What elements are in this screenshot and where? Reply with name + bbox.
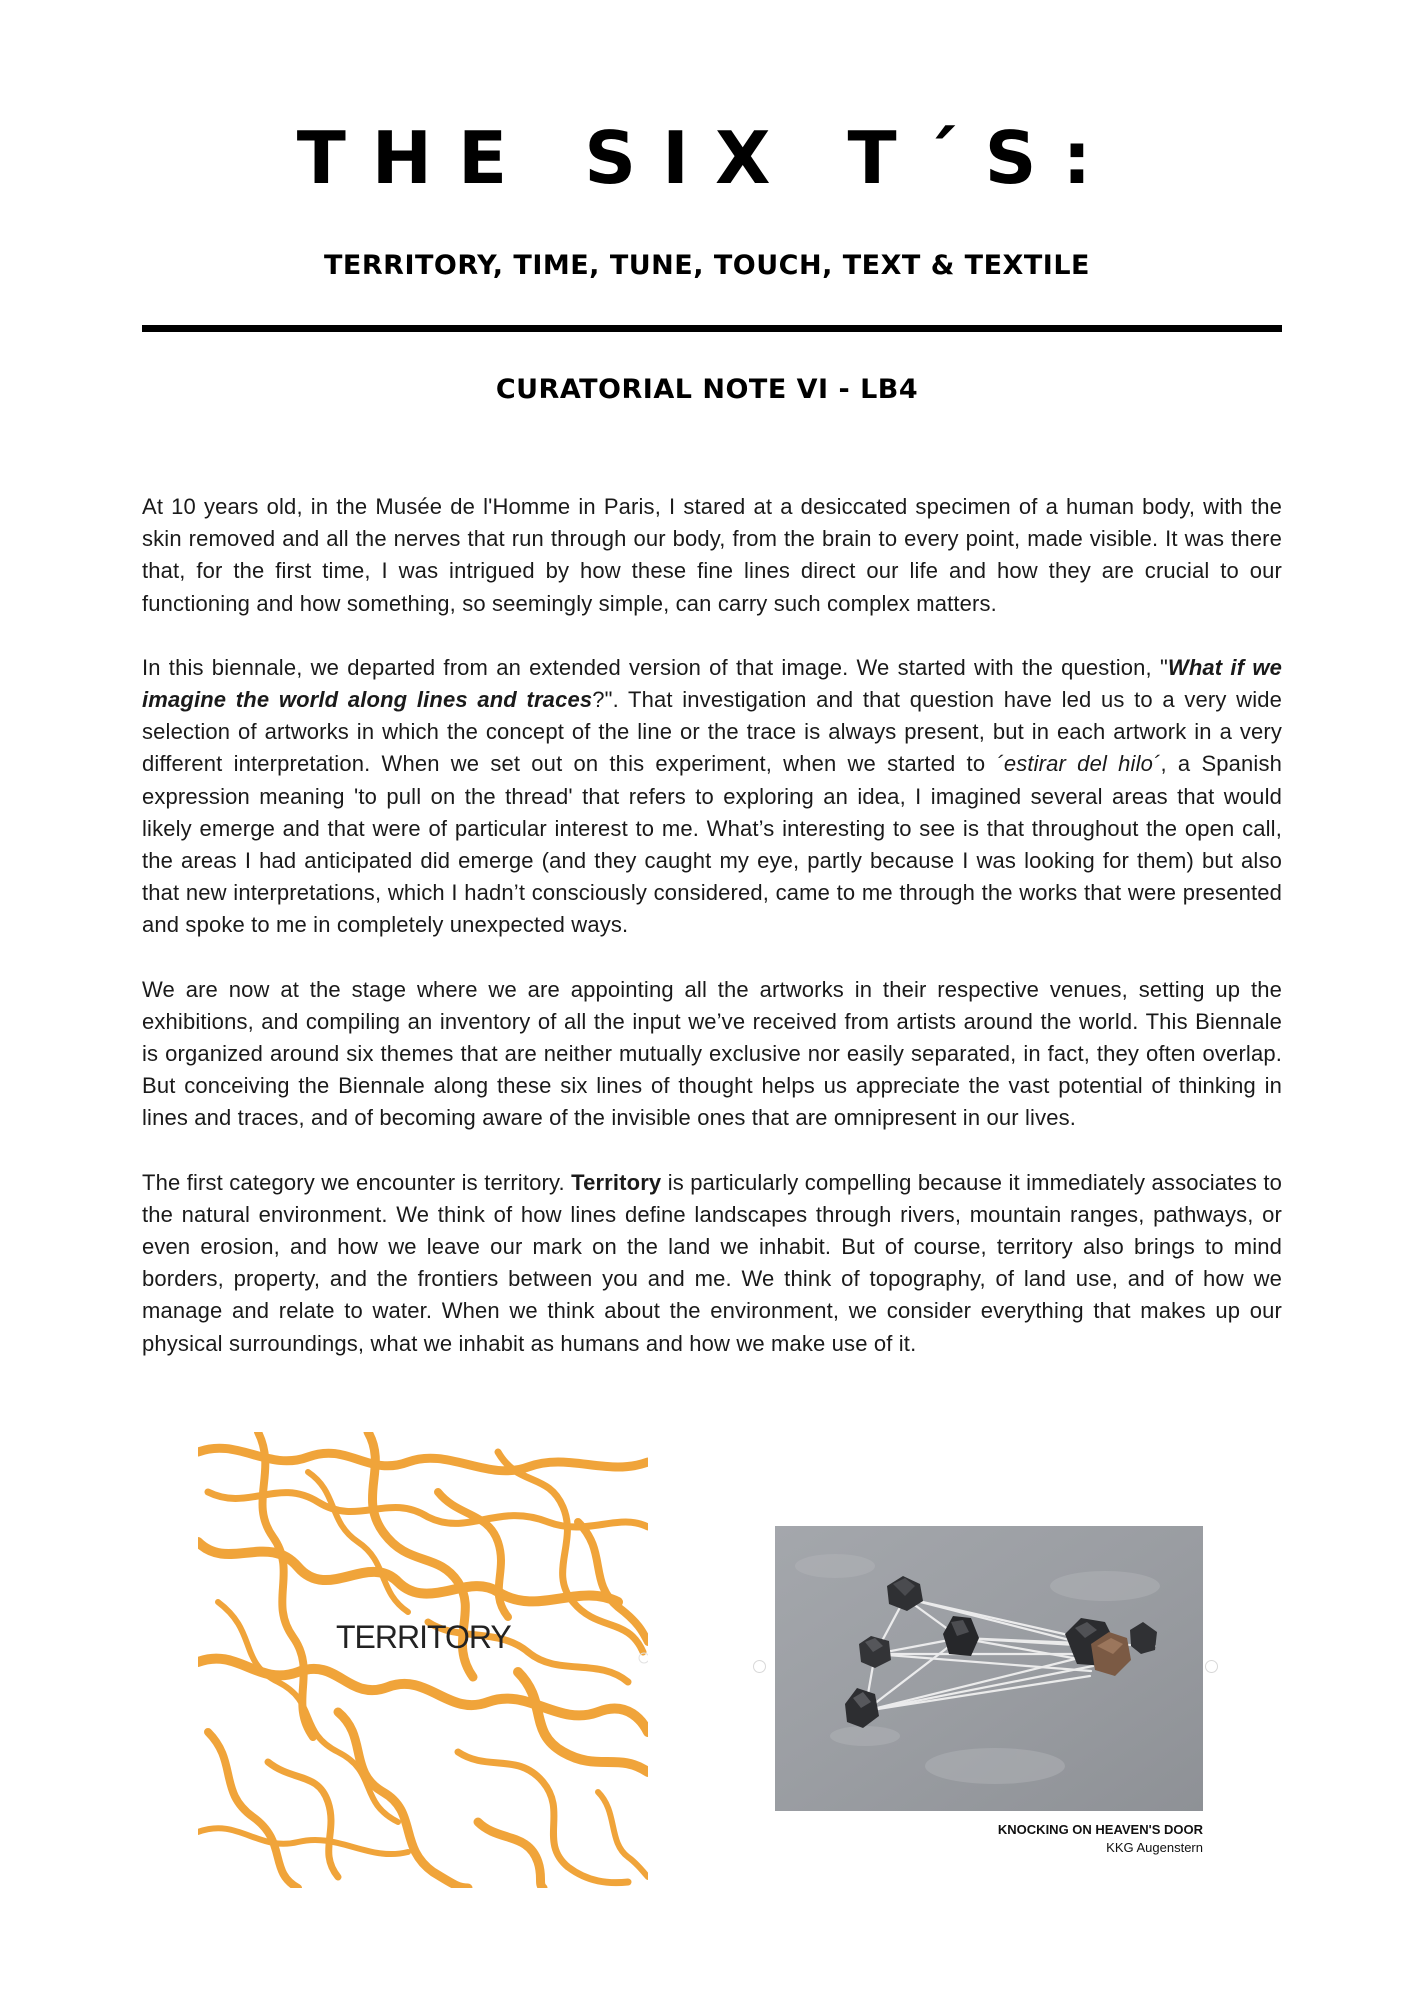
page-title: THE SIX T´S:	[296, 116, 1118, 200]
territory-artwork	[198, 1432, 648, 1888]
paragraph-2	[142, 652, 1282, 942]
header-divider	[142, 325, 1282, 332]
territory-artwork-label: TERRITORY	[336, 1619, 511, 1655]
paragraph-2-middle: ?". That investigation and that question have led us to a very wide selection of artworks in which the concept of the line or the trace is always present, but in each artwork in a very different interpretation. When we set out on this experiment, when we started to	[142, 687, 1283, 777]
paragraph-4-intro: The first category we encounter is territory.	[142, 1169, 572, 1195]
body-text	[142, 491, 1282, 1392]
paragraph-1: At 10 years old, in the Musée de l'Homme in Paris, I stared at a desiccated specimen of a human body, with the skin removed and all the nerves that run through our body, from the brain to every point, made visible. It was there that, for the first time, I was intrigued by how these fine lines direct our life and how they are crucial to our functioning and how something, so seemingly simple, can carry such complex matters.	[142, 494, 1282, 616]
paragraph-4-end: is particularly compelling because it immediately associates to the natural environment. We think of how lines define landscapes through rivers, mountain ranges, pathways, or even erosion, and how we leave our mark on the land we inhabit. But of course, territory also brings to mind borders, property, and the frontiers between you and me. We think of topography, of land use, and of how we manage and relate to water. When we think about the environment, we consider everything that makes up our physical surroundings, what we inhabit as humans and how we make use of it.	[142, 1169, 1282, 1356]
artwork-caption-title: KNOCKING ON HEAVEN'S DOOR	[997, 1822, 1203, 1837]
paragraph-3: We are now at the stage where we are appointing all the artworks in their respective venues, setting up the exhibitions, and compiling an inventory of all the input we’ve received from artists around the world. This Biennale is organized around six themes that are neither mutually exclusive nor easily separated, in fact, they often overlap. But conceiving the Biennale along these six lines of thought helps us appreciate the vast potential of thinking in lines and traces, and of becoming aware of the invisible ones that are omnipresent in our lives.	[142, 976, 1282, 1131]
artwork-caption-artist: KKG Augenstern	[1106, 1840, 1203, 1855]
carousel-dot-left	[753, 1660, 766, 1673]
page-subtitle: TERRITORY, TIME, TUNE, TOUCH, TEXT & TEXTILE	[324, 250, 1090, 281]
paragraph-2-intro: In this biennale, we departed from an extended version of that image. We started with the question, "	[142, 654, 1168, 680]
paragraph-2-phrase: ´estirar del hilo´	[996, 751, 1161, 777]
paragraph-2-question: What if we imagine the world along lines and traces	[142, 654, 1282, 713]
paragraph-4-term: Territory	[571, 1169, 662, 1195]
knocking-on-heavens-door-artwork	[775, 1526, 1203, 1811]
curatorial-note-title: CURATORIAL NOTE VI - LB4	[495, 374, 919, 405]
carousel-dot-right	[1205, 1660, 1218, 1673]
paragraph-2-end: , a Spanish expression meaning 'to pull on the thread' that refers to exploring an idea, I imagined several areas that would likely emerge and that were of particular interest to me. What’s interesting to see is that throughout the open call, the areas I had anticipated did emerge (and they caught my eye, partly because I was looking for them) but also that new interpretations, which I hadn’t consciously considered, came to me through the works that were presented and spoke to me in completely unexpected ways.	[142, 751, 1282, 938]
paragraph-4	[142, 1167, 1282, 1360]
